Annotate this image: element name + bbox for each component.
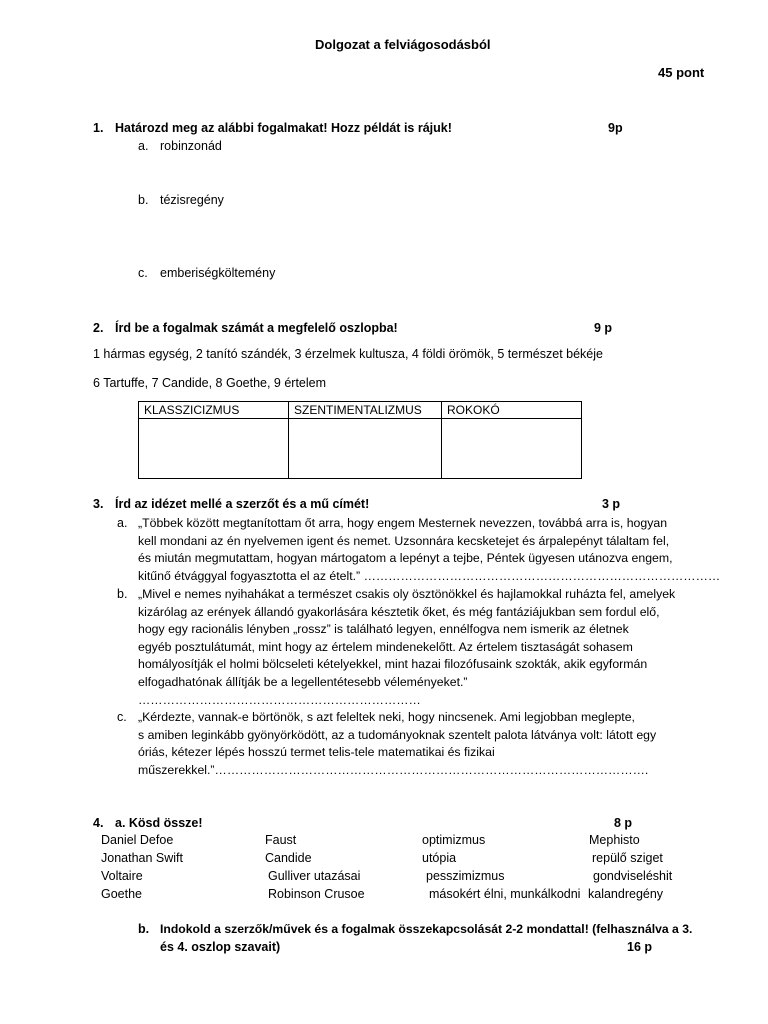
total-points: 45 pont [658,65,705,80]
quote-line: „Kérdezte, vannak-e börtönök, s azt feleltek neki, hogy nincsenek. Ami legjobban meglepte, [138,710,635,724]
q2-points: 9 p [594,321,613,335]
q2-terms-line-1: 1 hármas egység, 2 tanító szándék, 3 érzelmek kultusza, 4 földi örömök, 5 természet békéje [93,347,603,361]
q4b-points: 16 p [627,940,653,954]
answer-cell-szentimentalizmus[interactable] [289,419,442,479]
quote-line: kitűnő étvággyal fogyasztotta el az ételt.” …………………………………………………………………………… [138,568,721,583]
quote-line: hogy egy racionális lényben „rossz” is található legyen, ennélfogva nem ismerik az életnek [138,622,629,637]
match-author: Jonathan Swift [101,851,183,865]
table-header-szentimentalizmus: SZENTIMENTALIZMUS [289,402,442,419]
q3-text: Írd az idézet mellé a szerzőt és a mű címét! [115,497,370,511]
q4-text: a. Kösd össze! [115,816,203,830]
q3-quote-b [138,586,675,709]
quote-line: …………………………………………………………… [138,692,421,707]
match-concept: utópia [422,851,457,865]
q2-category-table [138,401,582,479]
match-work: Candide [265,851,312,865]
q4-number: 4. [93,816,104,830]
q1-item-text: tézisregény [160,193,224,207]
match-keyword: repülő sziget [592,851,663,865]
quote-line: „Többek között megtanítottam őt arra, hogy engem Mesternek nevezzen, továbbá arra is, hogyan [138,516,668,530]
q4-points: 8 p [614,816,633,830]
match-concept: optimizmus [422,833,486,847]
quote-line: elfogadhatónak állítják be a legellentétesebb véleményeket.” [138,674,468,689]
match-keyword: Mephisto [589,833,640,847]
quote-line: egyéb posztulátumát, mint hogy az értelem mindenekelőtt. Az értelem tisztaságát sohasem [138,639,633,654]
match-work: Faust [265,833,297,847]
q1-item-text: robinzonád [160,139,222,153]
quote-line: és miután megmutattam, hogyan mártogatom a lepényt a tejbe, Péntek ügyesen utánozva engem, [138,551,673,566]
q3-quote-c [138,709,656,779]
q4b-text-line-2: és 4. oszlop szavait) [160,940,281,954]
q4b-text-line-1: Indokold a szerzők/művek és a fogalmak összekapcsolását 2-2 mondattal! (felhasználva a 3. [160,922,693,936]
quote-line: óriás, kétezer lépés hosszú termet telis-tele matematikai és fizikai [138,745,495,760]
match-work: Gulliver utazásai [268,869,361,883]
quote-line: kizárólag az erények állandó gyakorlására késztetik őket, és még fantáziájukban sem fordul elő, [138,604,660,619]
answer-cell-rokoko[interactable] [442,419,582,479]
match-keyword: gondviseléshit [593,869,673,883]
quote-line: homályosítják el holmi bölcseleti kételyekkel, mint hazai filozófusaink szokták, akik egyformán [138,657,648,672]
match-concept: pesszimizmus [426,869,505,883]
q3-number: 3. [93,497,104,511]
match-author: Voltaire [101,869,143,883]
q3-quote-a [138,515,720,585]
match-author: Goethe [101,887,143,901]
q1-item-text: emberiségköltemény [160,266,276,280]
q1-item-label: a. [138,139,149,153]
q1-number: 1. [93,121,104,135]
q3-quote-label: b. [117,587,128,601]
q4b-label: b. [138,922,150,936]
table-header-klasszicizmus: KLASSZICIZMUS [139,402,289,419]
page-title: Dolgozat a felviágosodásból [315,37,491,52]
q1-item-label: b. [138,193,149,207]
quote-line: kell mondani az én nyelvemen igent és nemet. Uzsonnára kecsketejet és árpalepényt tálaltam fel, [138,533,670,548]
match-author: Daniel Defoe [101,833,174,847]
q3-points: 3 p [602,497,621,511]
table-header-rokoko: ROKOKÓ [442,402,582,419]
match-work: Robinson Crusoe [268,887,365,901]
quote-line: „Mivel e nemes nyihahákat a természet csakis oly ösztönökkel és hajlamokkal ruházta fel, amelyek [138,587,676,601]
match-keyword: kalandregény [588,887,664,901]
q2-number: 2. [93,321,104,335]
q2-text: Írd be a fogalmak számát a megfelelő oszlopba! [115,321,398,335]
match-concept: másokért élni, munkálkodni [429,887,581,901]
q1-text: Határozd meg az alábbi fogalmakat! Hozz példát is rájuk! [115,121,452,135]
q2-terms-line-2: 6 Tartuffe, 7 Candide, 8 Goethe, 9 értelem [93,376,327,390]
q3-quote-label: a. [117,516,128,530]
quote-line: s amiben leginkább gyönyörködött, az a tudományoknak szentelt palota látványa volt: látott egy [138,727,657,742]
q1-item-label: c. [138,266,148,280]
q1-points: 9p [608,121,623,135]
answer-cell-klasszicizmus[interactable] [139,419,289,479]
quote-line: műszerekkel.”……………………………………………………………………………………………. [138,762,649,777]
q3-quote-label: c. [117,710,127,724]
